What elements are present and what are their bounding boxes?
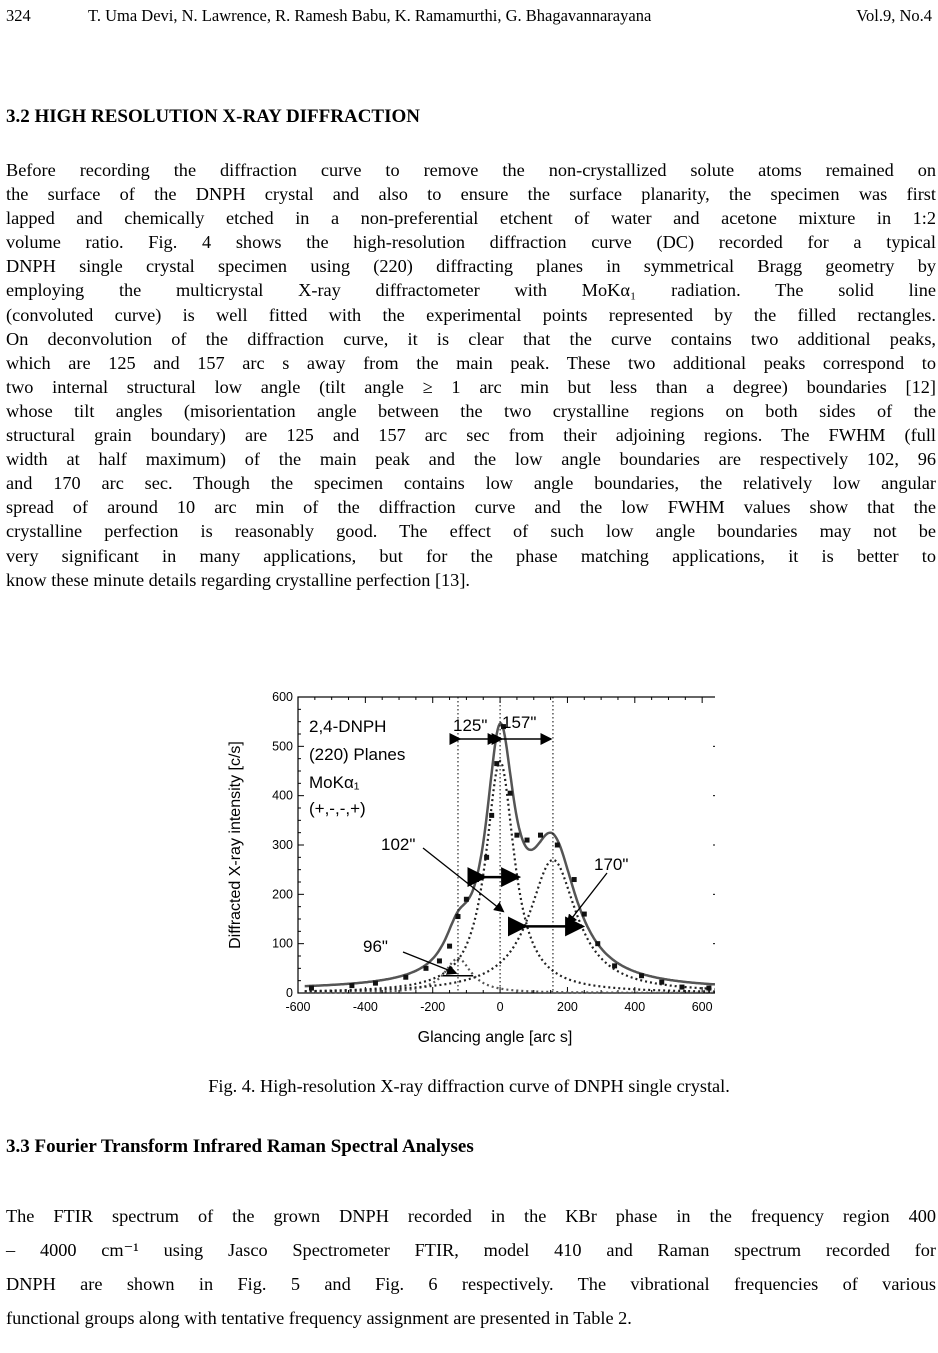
pointer-main <box>423 848 503 912</box>
y-tick-label: 600 <box>272 690 293 704</box>
data-point <box>508 791 513 796</box>
data-point <box>437 958 442 963</box>
data-point <box>555 843 560 848</box>
data-point <box>538 833 543 838</box>
data-point <box>403 975 408 980</box>
legend-line: 2,4-DNPH <box>309 717 387 736</box>
text-line: – 4000 cm⁻¹ using Jasco Spectrometer FTIR, model 410 and Raman spectrum recorded for <box>6 1240 936 1260</box>
data-point <box>309 986 314 991</box>
data-point <box>423 966 428 971</box>
y-axis-label: Diffracted X-ray intensity [c/s] <box>227 741 244 949</box>
label-96: 96" <box>363 937 388 956</box>
data-point <box>612 963 617 968</box>
text-line: DNPH are shown in Fig. 5 and Fig. 6 respectively. The vibrational frequencies of various <box>6 1274 936 1294</box>
data-point <box>572 877 577 882</box>
section-title-ftir: 3.3 Fourier Transform Infrared Raman Spectral Analyses <box>6 1136 474 1157</box>
data-point <box>349 983 354 988</box>
text-line: spread of around 10 arc min of the diffraction curve and the low FWHM values show that the <box>6 497 936 518</box>
y-tick-label: 300 <box>272 838 293 852</box>
text-line: know these minute details regarding crystalline perfection [13]. <box>6 569 470 590</box>
text-line: employing the multicrystal X-ray diffractometer with MoKα₁ radiation. The solid line <box>6 280 936 301</box>
text-line: (convoluted curve) is well fitted with the experimental points represented by the filled rectangles. <box>6 304 936 325</box>
data-point <box>514 833 519 838</box>
text-line: On deconvolution of the diffraction curve, it is clear that the curve contains two additional peaks, <box>6 328 936 349</box>
author-list: T. Uma Devi, N. Lawrence, R. Ramesh Babu, K. Ramamurthi, G. Bhagavannarayana <box>88 6 652 25</box>
text-line: the surface of the DNPH crystal and also to ensure the surface planarity, the specimen was first <box>6 184 936 205</box>
text-line: lapped and chemically etched in a non-preferential etchent of water and acetone mixture in 1:2 <box>6 208 936 229</box>
text-line: whose tilt angles (misorientation angle between the two crystalline regions on both sides of the <box>6 400 936 421</box>
x-tick-label: -200 <box>420 1000 446 1014</box>
diffraction-chart <box>205 682 715 1052</box>
x-tick-label: 0 <box>496 1000 504 1014</box>
text-line: width at half maximum) of the main peak and the low angle boundaries are respectively 102, 96 <box>6 449 936 470</box>
x-tick-label: -400 <box>352 1000 378 1014</box>
label-157: 157" <box>502 713 537 732</box>
x-tick-label: 600 <box>691 1000 713 1014</box>
text-line: The FTIR spectrum of the grown DNPH recorded in the KBr phase in the frequency region 400 <box>6 1206 936 1226</box>
section-title-hrxrd: 3.2 HIGH RESOLUTION X-RAY DIFFRACTION <box>6 106 421 127</box>
volume-label: Vol.9, No.4 <box>856 6 932 25</box>
paragraph-hrxrd <box>6 158 936 592</box>
x-tick-label: 200 <box>557 1000 578 1014</box>
data-point <box>595 941 600 946</box>
data-point <box>494 761 499 766</box>
data-point <box>639 973 644 978</box>
data-point <box>679 985 684 990</box>
label-170: 170" <box>594 855 629 874</box>
text-line: which are 125 and 157 arc s away from the main peak. These two additional peaks correspond to <box>6 352 936 373</box>
legend-line: (+,-,-,+) <box>309 799 366 818</box>
paragraph-ftir <box>6 1199 936 1335</box>
x-axis-label: Glancing angle [arc s] <box>417 1029 573 1046</box>
text-line: Before recording the diffraction curve to remove the non-crystallized solute atoms remained on <box>6 160 936 180</box>
legend-line: (220) Planes <box>309 745 406 764</box>
text-line: and 170 arc sec. Though the specimen contains low angle boundaries, the relatively low angular <box>6 473 936 494</box>
chart-annotations <box>309 697 628 993</box>
figure-caption: Fig. 4. High-resolution X-ray diffraction curve of DNPH single crystal. <box>208 1076 730 1096</box>
text-line: structural grain boundary) are 125 and 157 arc sec from their adjoining regions. The FWHM (full <box>6 425 936 446</box>
pointer-left <box>403 952 456 973</box>
page-number: 324 <box>6 6 31 25</box>
data-point <box>464 897 469 902</box>
data-point <box>582 912 587 917</box>
text-line: two internal structural low angle (tilt angle ≥ 1 arc min but less than a degree) boundaries [12] <box>6 376 936 397</box>
label-102: 102" <box>381 835 416 854</box>
data-point <box>373 981 378 986</box>
y-tick-label: 200 <box>272 887 293 902</box>
legend-line: MoKα₁ <box>309 773 360 792</box>
data-point <box>706 986 711 991</box>
data-point <box>447 944 452 949</box>
x-tick-label: -600 <box>285 1000 311 1014</box>
deconvoluted-peak <box>305 860 715 992</box>
text-line: crystalline perfection is reasonably good. The effect of such low angle boundaries may not be <box>6 521 936 542</box>
y-tick-label: 500 <box>272 739 293 754</box>
y-tick-label: 100 <box>272 936 293 951</box>
page-header <box>6 6 932 28</box>
data-point <box>659 980 664 985</box>
x-tick-label: 400 <box>624 1000 646 1014</box>
text-line: functional groups along with tentative frequency assignment are presented in Table 2. <box>6 1308 632 1328</box>
text-line: DNPH single crystal specimen using (220) diffracting planes in symmetrical Bragg geometry by <box>6 256 936 277</box>
data-point <box>489 813 494 818</box>
data-point <box>525 838 530 843</box>
data-point <box>474 877 479 882</box>
data-point <box>484 855 489 860</box>
text-line: very significant in many applications, but for the phase matching applications, it is better to <box>6 545 936 566</box>
y-tick-label: 400 <box>272 788 293 803</box>
y-tick-label: 0 <box>286 986 293 1000</box>
text-line: volume ratio. Fig. 4 shows the high-resolution diffraction curve (DC) recorded for a typical <box>6 232 936 253</box>
label-125: 125" <box>453 716 488 735</box>
